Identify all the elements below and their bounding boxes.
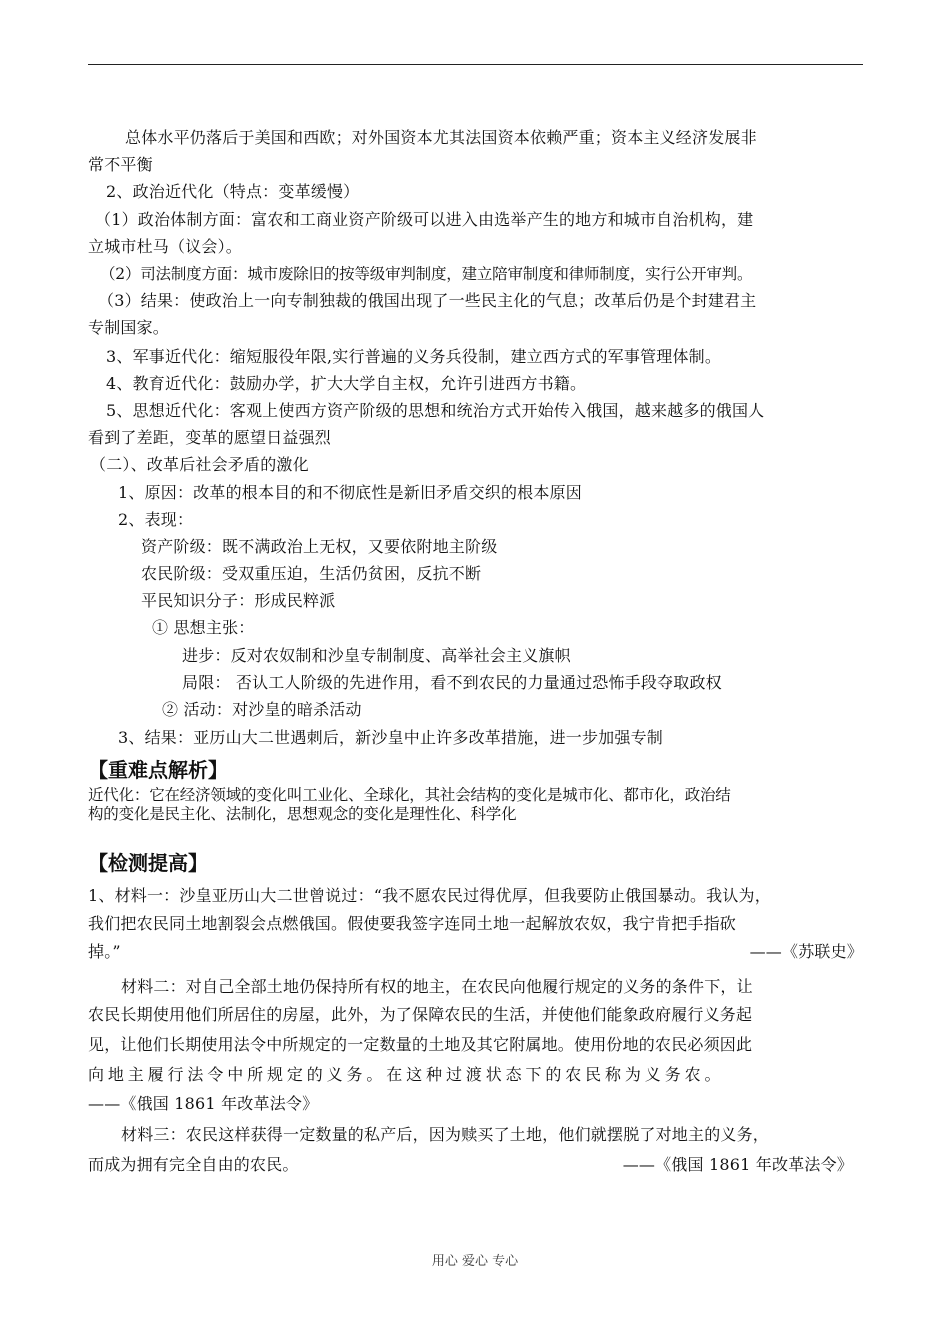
text-line: 常不平衡 xyxy=(88,155,153,174)
text-line: 专制国家。 xyxy=(88,318,170,337)
text-line: 3、结果：亚历山大二世遇刺后，新沙皇中止许多改革措施，进一步加强专制 xyxy=(118,728,663,747)
text-line: （3）结果：使政治上一向专制独裁的俄国出现了一些民主化的气息；改革后仍是个封建君主 xyxy=(98,291,757,310)
text-line: 1、材料一：沙皇亚历山大二世曾说过：“我不愿农民过得优厚，但我要防止俄国暴动。我认为， xyxy=(88,886,771,905)
text-line: 农民阶级：受双重压迫，生活仍贫困，反抗不断 xyxy=(141,564,482,583)
text-line: 2、表现： xyxy=(118,510,194,529)
text-line: 我们把农民同土地割裂会点燃俄国。假使要我签字连同土地一起解放农奴，我宁肯把手指砍 xyxy=(88,914,737,933)
text-line: 向 地 主 履 行 法 令 中 所 规 定 的 义 务 。 在 这 种 过 渡 状 态 下 的 农 民 称 为 义 务 农 。 xyxy=(88,1065,720,1084)
text-line: 4、教育近代化：鼓励办学，扩大大学自主权，允许引进西方书籍。 xyxy=(106,374,587,393)
text-line: 农民长期使用他们所居住的房屋，此外，为了保障农民的生活，并使他们能象政府履行义务起 xyxy=(88,1005,753,1024)
text-line: 而成为拥有完全自由的农民。 xyxy=(88,1155,299,1174)
source-citation: ——《俄国 1861 年改革法令》 xyxy=(88,1094,319,1113)
text-line: 构的变化是民主化、法制化，思想观念的变化是理性化、科学化 xyxy=(88,805,517,823)
text-line: 平民知识分子：形成民粹派 xyxy=(141,591,336,610)
text-line: （2）司法制度方面：城市废除旧的按等级审判制度，建立陪审制度和律师制度，实行公开审判。 xyxy=(100,265,753,283)
text-line: 3、军事近代化：缩短服役年限,实行普遍的义务兵役制，建立西方式的军事管理体制。 xyxy=(106,347,722,366)
text-line: 进步：反对农奴制和沙皇专制制度、高举社会主义旗帜 xyxy=(182,646,571,665)
text-line: 掉。” xyxy=(88,942,121,961)
source-citation: ——《苏联史》 xyxy=(749,942,863,961)
header-rule xyxy=(88,64,863,65)
text-line: 材料三：农民这样获得一定数量的私产后，因为赎买了土地，他们就摆脱了对地主的义务， xyxy=(121,1125,770,1144)
text-line: 5、思想近代化：客观上使西方资产阶级的思想和统治方式开始传入俄国，越来越多的俄国人 xyxy=(106,401,765,420)
text-line: ② 活动：对沙皇的暗杀活动 xyxy=(162,700,362,719)
text-line: 材料二：对自己全部土地仍保持所有权的地主，在农民向他履行规定的义务的条件下，让 xyxy=(121,977,753,996)
page-footer: 用心 爱心 专心 xyxy=(431,1254,519,1269)
text-line: 立城市杜马（议会）。 xyxy=(88,237,243,256)
analysis-heading: 【重难点解析】 xyxy=(88,758,228,782)
text-line: 近代化：它在经济领域的变化叫工业化、全球化，其社会结构的变化是城市化、都市化，政治结 xyxy=(88,786,731,804)
section-title: （二）、改革后社会矛盾的激化 xyxy=(90,455,309,474)
text-line: 1、原因：改革的根本目的和不彻底性是新旧矛盾交织的根本原因 xyxy=(118,483,582,502)
text-line: 看到了差距，变革的愿望日益强烈 xyxy=(88,428,332,447)
test-heading: 【检测提高】 xyxy=(88,851,208,875)
text-line: （1）政治体制方面：富农和工商业资产阶级可以进入由选举产生的地方和城市自治机构，建 xyxy=(95,210,754,229)
text-line: 见，让他们长期使用法令中所规定的一定数量的土地及其它附属地。使用份地的农民必须因此 xyxy=(88,1035,753,1054)
source-citation: ——《俄国 1861 年改革法令》 xyxy=(622,1155,853,1174)
text-line: 局限： 否认工人阶级的先进作用，看不到农民的力量通过恐怖手段夺取政权 xyxy=(182,673,722,692)
text-line: ① 思想主张： xyxy=(152,618,255,637)
text-line: 2、政治近代化（特点：变革缓慢） xyxy=(106,182,360,201)
text-line: 资产阶级：既不满政治上无权，又要依附地主阶级 xyxy=(141,537,498,556)
text-line: 总体水平仍落后于美国和西欧；对外国资本尤其法国资本依赖严重；资本主义经济发展非 xyxy=(125,128,757,147)
